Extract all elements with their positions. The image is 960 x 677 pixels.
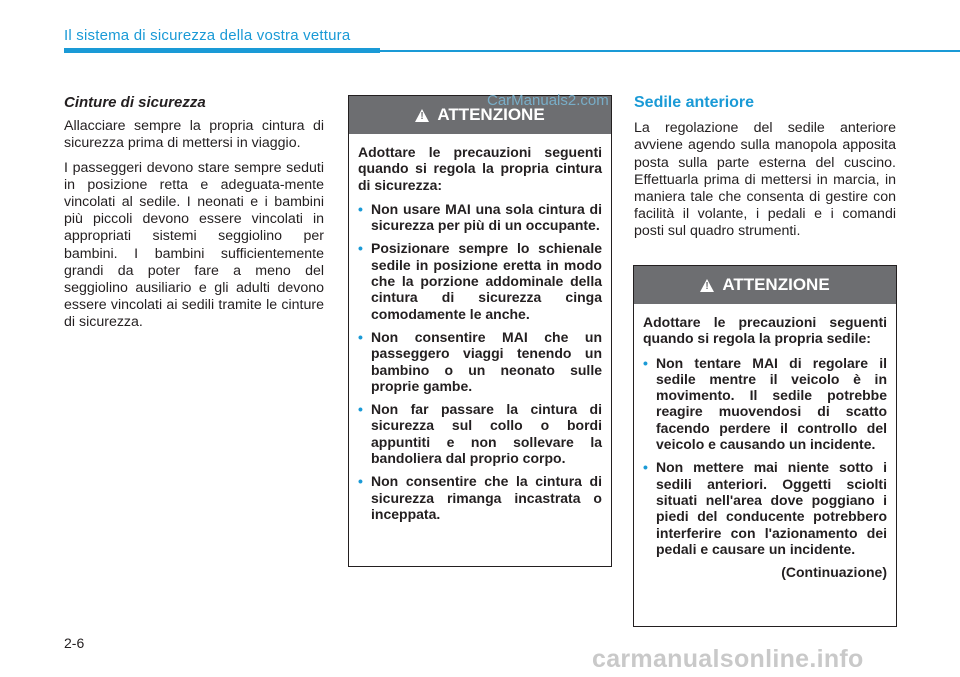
section-header-title: Il sistema di sicurezza della vostra vettura [64, 27, 351, 44]
section-title-seatbelts: Cinture di sicurezza [64, 94, 206, 111]
warning-box-seatbelts [348, 95, 612, 567]
warning-item: • Non consentire che la cintura di sicurezza rimanga incastrata o inceppata. [358, 473, 602, 522]
warning-triangle-icon [700, 279, 714, 292]
warning-intro: Adottare le precauzioni seguenti quando si regola la propria cintura di sicurezza: [358, 144, 602, 193]
section-title-front-seat: Sedile anteriore [634, 94, 755, 111]
warning-item: • Non far passare la cintura di sicurezza sul collo o bordi appuntiti e non sollevare la bandoliera dal proprio corpo. [358, 401, 602, 466]
paragraph: La regolazione del sedile anteriore avviene agendo sulla manopola apposita posta sulla parte esterna del cuscino. Effettuarla prima di mettersi in marcia, in maniera tale che consenta di gestire con facilità il volante, i pedali e i comandi posti sul quadro strumenti. [634, 120, 896, 240]
warning-header [634, 266, 896, 304]
right-column [634, 94, 896, 248]
warning-list [358, 201, 602, 522]
warning-heading: ATTENZIONE [437, 105, 545, 124]
paragraph: Allacciare sempre la propria cintura di sicurezza prima di mettersi in viaggio. [64, 118, 324, 152]
warning-item: • Non usare MAI una sola cintura di sicurezza per più di un occupante. [358, 201, 602, 234]
warning-triangle-icon [415, 109, 429, 122]
footer-watermark: carmanualsonline.info [592, 645, 864, 673]
warning-item: • Non tentare MAI di regolare il sedile mentre il veicolo è in movimento. Il sedile potrebbe reagire muovendosi di scatto facendo perdere il controllo del veicolo e causando un incidente. [643, 355, 887, 453]
warning-item: • Non consentire MAI che un passeggero viaggi tenendo un bambino o un neonato sulle proprie gambe. [358, 329, 602, 394]
paragraph: I passeggeri devono stare sempre seduti in posizione retta e adeguata-mente vincolati al sedile. I neonati e i bambini più piccoli devono essere vincolati in appropriati sistemi seggiolino per bambini. I bambini sufficientemente grandi da poter fare a meno del seggiolino ausiliario e gli adulti devono essere vincolati ai sedili tramite le cinture di sicurezza. [64, 159, 324, 331]
continuation-label: (Continuazione) [781, 564, 887, 581]
header-rule-thin [380, 50, 960, 52]
warning-intro: Adottare le precauzioni seguenti quando si regola la propria sedile: [643, 314, 887, 347]
header-rule-thick [64, 48, 380, 53]
page-number: 2-6 [64, 635, 85, 651]
warning-box-seat [633, 265, 897, 627]
warning-list [643, 355, 887, 558]
watermark-top: CarManuals2.com [487, 92, 609, 109]
left-column [64, 94, 324, 339]
warning-heading: ATTENZIONE [722, 275, 830, 294]
warning-item: • Posizionare sempre lo schienale sedile in posizione eretta in modo che la porzione addominale della cintura di sicurezza cinga comodamente le anche. [358, 240, 602, 321]
warning-item: • Non mettere mai niente sotto i sedili anteriori. Oggetti sciolti situati nell'area dove poggiano i piedi del conducente potrebbero interferire con l'azionamento dei pedali e causare un incidente. [643, 459, 887, 557]
